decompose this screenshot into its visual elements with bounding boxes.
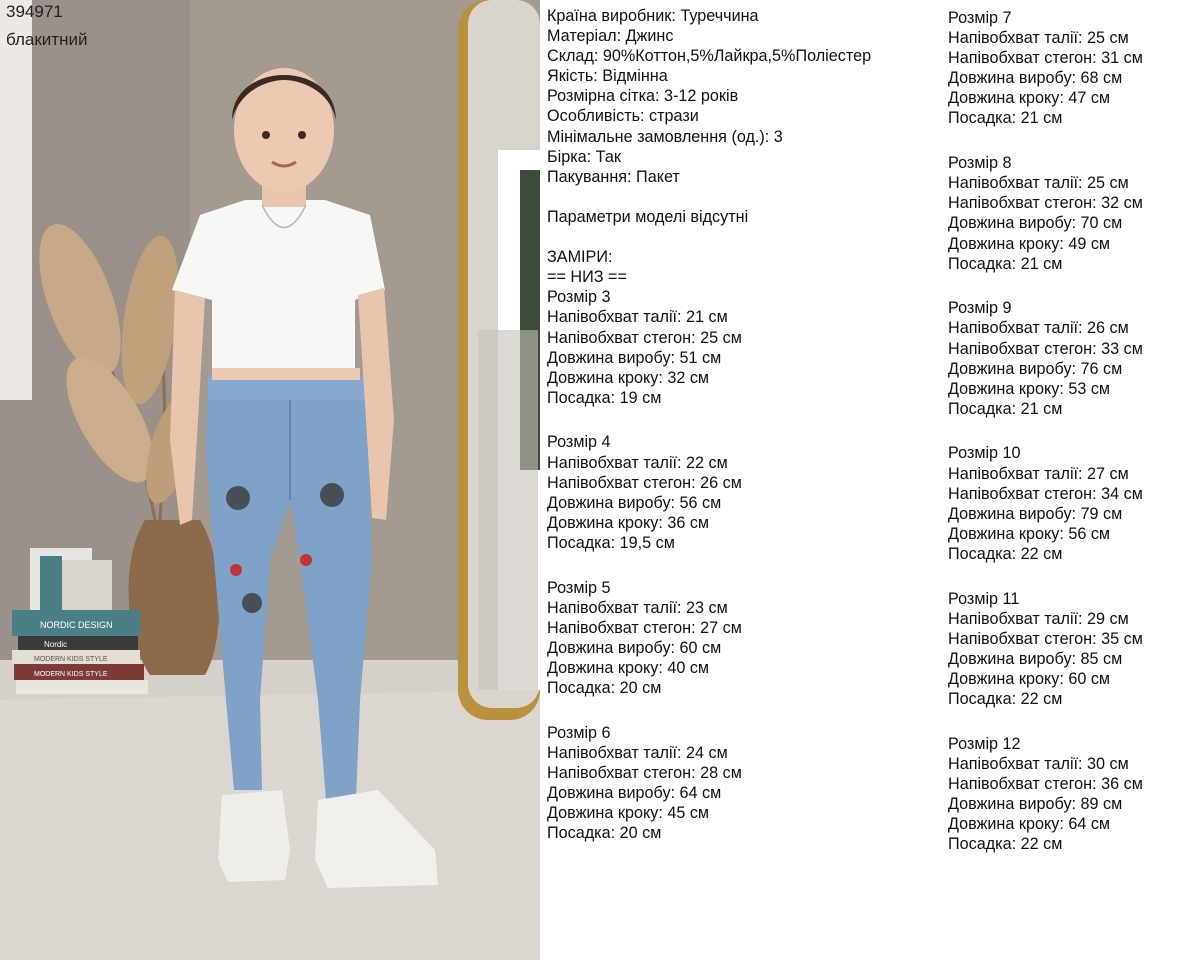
size-line: Довжина виробу: 68 см xyxy=(948,69,1123,88)
size-line: Напівобхват талії: 24 см xyxy=(547,743,728,762)
book-spine-label: MODERN KIDS STYLE xyxy=(34,656,108,663)
photo-illustration xyxy=(0,0,540,960)
size-line: Довжина кроку: 45 см xyxy=(547,804,710,823)
spec-line: Розмірна сітка: 3-12 років xyxy=(547,87,739,106)
product-color: блакитний xyxy=(6,30,88,49)
size-line: Довжина виробу: 79 см xyxy=(948,504,1123,523)
size-line: Довжина виробу: 56 см xyxy=(547,493,722,512)
book-spine-label: Nordic xyxy=(44,640,68,649)
product-code: 394971 xyxy=(6,2,63,21)
spec-column-right xyxy=(948,8,1188,879)
size-line: Посадка: 21 см xyxy=(948,254,1063,273)
size-line: Довжина кроку: 56 см xyxy=(948,524,1111,543)
size-line: Посадка: 21 см xyxy=(948,399,1063,418)
size-title: Розмір 3 xyxy=(547,288,611,307)
size-line: Напівобхват стегон: 27 см xyxy=(547,618,742,637)
size-line: Довжина кроку: 53 см xyxy=(948,379,1111,398)
spec-line: Бірка: Так xyxy=(547,147,621,166)
bottom-title: == НИЗ == xyxy=(547,268,627,287)
size-line: Напівобхват стегон: 31 см xyxy=(948,49,1143,68)
size-line: Напівобхват талії: 22 см xyxy=(547,453,728,472)
size-line: Напівобхват талії: 26 см xyxy=(948,319,1129,338)
spec-line: Особливість: стрази xyxy=(547,107,699,126)
size-block-9 xyxy=(948,298,1188,419)
size-line: Довжина виробу: 51 см xyxy=(547,348,722,367)
size-title: Розмір 6 xyxy=(547,723,611,742)
size-line: Напівобхват талії: 23 см xyxy=(547,598,728,617)
spec-line: Пакування: Пакет xyxy=(547,167,680,186)
size-line: Напівобхват стегон: 35 см xyxy=(948,629,1143,648)
size-line: Напівобхват стегон: 34 см xyxy=(948,484,1143,503)
size-line: Довжина кроку: 49 см xyxy=(948,234,1111,253)
size-block-8 xyxy=(948,153,1188,274)
size-line: Довжина виробу: 89 см xyxy=(948,795,1123,814)
size-line: Посадка: 22 см xyxy=(948,690,1063,709)
size-block-6 xyxy=(547,723,942,844)
spec-list xyxy=(547,6,942,187)
vase xyxy=(129,520,220,675)
book-spine-label: NORDIC DESIGN xyxy=(40,620,113,630)
size-line: Посадка: 21 см xyxy=(948,109,1063,128)
size-line: Довжина кроку: 40 см xyxy=(547,659,710,677)
spec-column-left xyxy=(547,6,942,868)
size-line: Посадка: 19,5 см xyxy=(547,533,675,552)
size-line: Посадка: 20 см xyxy=(547,679,662,698)
size-line: Посадка: 19 см xyxy=(547,388,662,407)
size-title: Розмір 9 xyxy=(948,299,1012,318)
size-line: Довжина виробу: 76 см xyxy=(948,359,1123,378)
size-line: Довжина кроку: 32 см xyxy=(547,368,710,387)
book-spine-label: MODERN KIDS STYLE xyxy=(34,671,108,678)
size-title: Розмір 4 xyxy=(547,433,611,452)
size-line: Напівобхват стегон: 28 см xyxy=(547,763,742,782)
size-line: Напівобхват талії: 27 см xyxy=(948,464,1129,483)
size-line: Напівобхват стегон: 32 см xyxy=(948,194,1143,213)
size-line: Довжина виробу: 60 см xyxy=(547,638,722,657)
size-line: Напівобхват талії: 25 см xyxy=(948,174,1129,193)
size-line: Напівобхват стегон: 25 см xyxy=(547,328,742,347)
size-line: Довжина кроку: 47 см xyxy=(948,89,1111,108)
spec-line: Мінімальне замовлення (од.): 3 xyxy=(547,127,783,146)
size-line: Довжина виробу: 64 см xyxy=(547,784,722,803)
size-line: Посадка: 20 см xyxy=(547,824,662,843)
spec-line: Матеріал: Джинс xyxy=(547,27,674,46)
measurements-title: ЗАМІРИ: xyxy=(547,248,613,267)
size-block-4 xyxy=(547,432,942,553)
product-photo xyxy=(0,0,540,960)
size-title: Розмір 12 xyxy=(948,734,1021,753)
size-line: Довжина виробу: 85 см xyxy=(948,649,1123,668)
model-note: Параметри моделі відсутні xyxy=(547,207,749,226)
size-block-12 xyxy=(948,734,1188,855)
size-block-10 xyxy=(948,443,1188,564)
size-line: Напівобхват стегон: 26 см xyxy=(547,473,742,492)
size-block-11 xyxy=(948,589,1188,710)
size-line: Напівобхват талії: 25 см xyxy=(948,29,1129,48)
size-block-7 xyxy=(948,8,1188,129)
spec-line: Якість: Відмінна xyxy=(547,67,668,86)
size-line: Напівобхват талії: 21 см xyxy=(547,308,728,327)
size-block-3 xyxy=(547,287,942,408)
size-line: Напівобхват талії: 30 см xyxy=(948,754,1129,773)
size-line: Довжина кроку: 60 см xyxy=(948,670,1111,688)
size-line: Посадка: 22 см xyxy=(948,835,1063,854)
size-line: Посадка: 22 см xyxy=(948,544,1063,563)
size-line: Напівобхват талії: 29 см xyxy=(948,609,1129,628)
size-line: Довжина кроку: 64 см xyxy=(948,815,1111,834)
size-title: Розмір 8 xyxy=(948,154,1012,173)
size-title: Розмір 11 xyxy=(948,589,1020,608)
size-line: Напівобхват стегон: 33 см xyxy=(948,339,1143,358)
spec-line: Склад: 90%Коттон,5%Лайкра,5%Поліестер xyxy=(547,47,872,66)
spec-line: Країна виробник: Туреччина xyxy=(547,7,759,25)
size-line: Довжина кроку: 36 см xyxy=(547,513,710,532)
window-light xyxy=(0,0,32,400)
size-title: Розмір 5 xyxy=(547,578,611,597)
size-line: Довжина виробу: 70 см xyxy=(948,214,1123,233)
size-block-5 xyxy=(547,578,942,699)
size-line: Напівобхват стегон: 36 см xyxy=(948,774,1143,793)
mirror xyxy=(458,0,540,720)
size-title: Розмір 7 xyxy=(948,9,1012,27)
size-title: Розмір 10 xyxy=(948,444,1021,463)
shoe-left xyxy=(218,790,290,882)
